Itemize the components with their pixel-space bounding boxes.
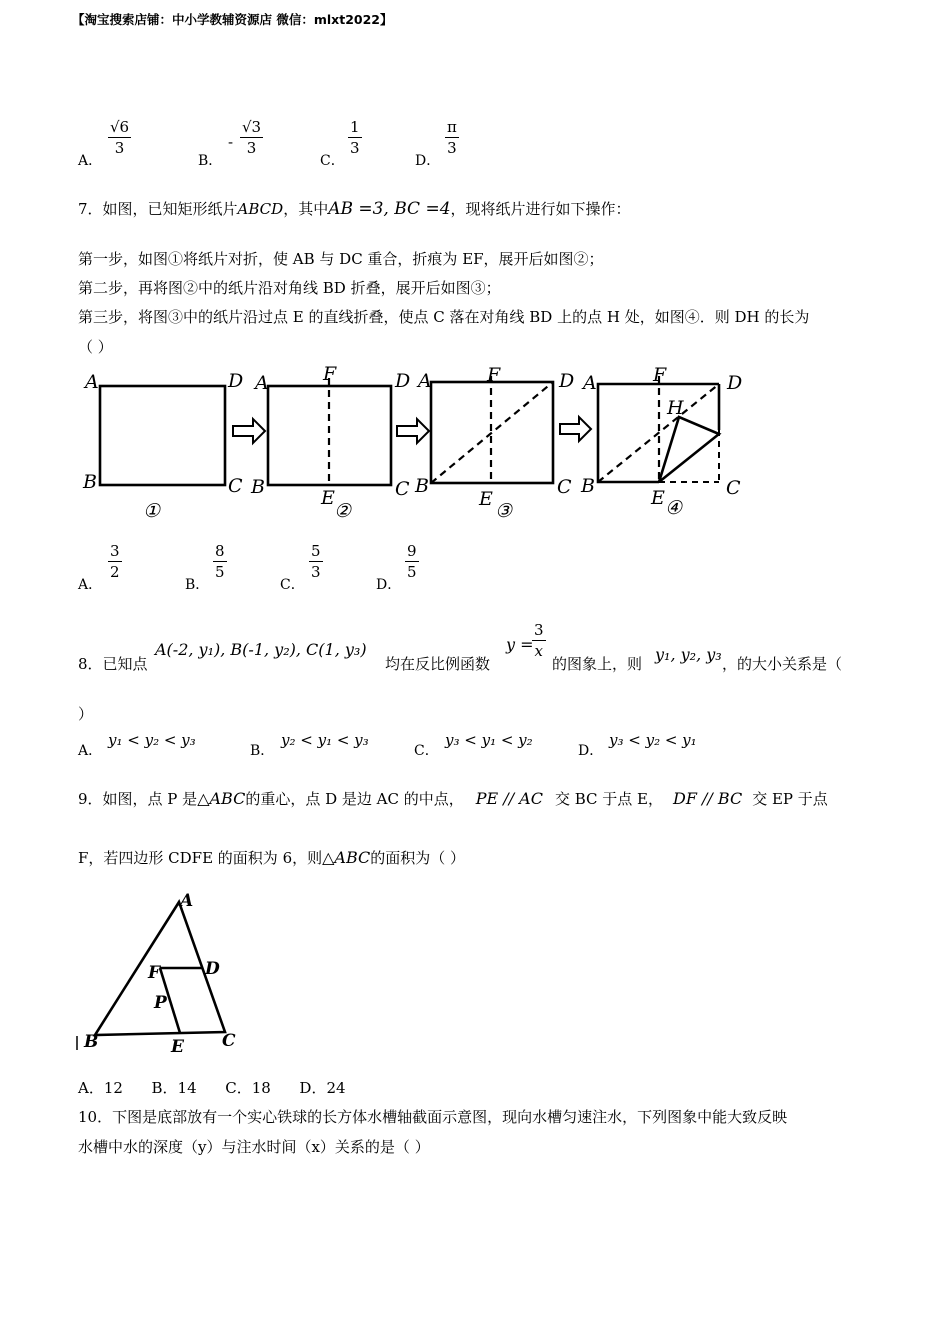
fig2-label-a: A (255, 372, 269, 394)
q8-option-c-label: C． (414, 743, 439, 759)
q8-prefix: 8．已知点 (78, 655, 148, 673)
label-c: C (222, 1031, 236, 1051)
fig4-label-d: D (727, 372, 743, 394)
numerator: π (447, 118, 457, 136)
denominator: 3 (114, 139, 125, 157)
q8-close: ） (78, 705, 94, 723)
q7-paren: （ ） (78, 338, 113, 356)
numerator: 9 (407, 542, 417, 560)
q7-suffix: ，现将纸片进行如下操作： (450, 200, 631, 218)
fig3-label-c: C (557, 476, 572, 498)
q7-option-d-label: D． (376, 577, 402, 593)
q6-option-a-label: A． (78, 153, 103, 169)
q7-mid: ，其中 (283, 200, 329, 218)
label-a: A (180, 891, 194, 911)
fig2-label-e: E (321, 487, 335, 509)
q7-prefix: 7．如图，已知矩形纸片 (78, 200, 238, 218)
q7-option-b-label: B． (185, 577, 210, 593)
q8-option-a-expr: y₁ < y₂ < y₃ (108, 731, 196, 749)
numerator: 1 (350, 118, 360, 136)
label-p: P (154, 993, 167, 1013)
fig1-label-c: C (228, 475, 243, 497)
numerator: 8 (215, 542, 225, 560)
fig2-label-f: F (323, 363, 337, 385)
q7-option-a-fraction (108, 542, 122, 581)
q9-options: A．12 B．14 C．18 D．24 (78, 1079, 346, 1097)
q6-option-b-sign: - (228, 133, 234, 151)
arrow-3-icon (560, 417, 591, 441)
q8-suffix: ，的大小关系是（ (722, 655, 843, 673)
q8-after-func: 的图象上，则 (552, 655, 643, 673)
fig4-label-c: C (726, 477, 741, 499)
q8-points: A(-2, y₁), B(-1, y₂), C(1, y₃) (155, 640, 367, 659)
fig3-diagonal-bd (431, 382, 553, 483)
fig4-label-a: A (583, 372, 597, 394)
q7-option-c-label: C． (280, 577, 305, 593)
q9-pe-parallel-ac: PE // AC (475, 789, 543, 808)
fig2-label-d: D (395, 370, 411, 392)
q8-option-b-expr: y₂ < y₁ < y₃ (281, 731, 369, 749)
q9-line1-c: 交 BC 于点 E， (554, 790, 664, 808)
q9-triangle: △ABC (197, 789, 246, 808)
fig4-label-e: E (651, 487, 665, 509)
numerator: 3 (110, 542, 120, 560)
q9-df-parallel-bc: DF // BC (673, 789, 743, 808)
q10-line2: 水槽中水的深度（y）与注水时间（x）关系的是（ ） (78, 1138, 430, 1156)
q6-option-a-fraction (108, 118, 131, 157)
denominator: 2 (110, 563, 120, 581)
q10-line1: 10．下图是底部放有一个实心铁球的长方体水槽轴截面示意图，现向水槽匀速注水，下列图象中能大致反映 (78, 1108, 788, 1126)
arrow-2-icon (397, 419, 429, 443)
q8-func-lhs: y = (506, 635, 534, 654)
q6-option-d-fraction (445, 118, 459, 157)
fig3-label-b: B (415, 475, 429, 497)
q7-step3: 第三步，将图③中的纸片沿过点 E 的直线折叠，使点 C 落在对角线 BD 上的点 H 处，如图④．则 DH 的长为 (78, 308, 810, 326)
q8-option-c-expr: y₃ < y₁ < y₂ (445, 731, 533, 749)
q7-option-c-fraction (309, 542, 323, 581)
numerator: √3 (242, 118, 262, 136)
fig3-number: ③ (495, 500, 513, 522)
q8-option-d-label: D． (578, 743, 604, 759)
q9-line1-b: 的重心，点 D 是边 AC 的中点， (245, 790, 464, 808)
header-watermark: 【淘宝搜索店铺：中小学教辅资源店 微信：mlxt2022】 (72, 12, 393, 27)
q8-option-d-expr: y₃ < y₂ < y₁ (609, 731, 697, 749)
denominator: 5 (407, 563, 417, 581)
q7-option-d-fraction (405, 542, 419, 581)
q8-option-b-label: B． (250, 743, 275, 759)
denominator: 3 (311, 563, 321, 581)
fig2-rectangle (268, 386, 391, 485)
fig1-rectangle (100, 386, 225, 485)
q8-func-fraction (532, 621, 546, 660)
q7-step2: 第二步，再将图②中的纸片沿对角线 BD 折叠，展开后如图③； (78, 279, 501, 297)
q6-option-b-fraction (240, 118, 263, 157)
q6-option-b-label: B． (198, 153, 223, 169)
q7-option-a-label: A． (78, 577, 103, 593)
arrows (233, 417, 591, 443)
fig3-label-f: F (487, 364, 501, 386)
q7-stem (78, 198, 631, 219)
label-b: B (84, 1032, 99, 1052)
q8-option-a-label: A． (78, 743, 103, 759)
numerator: √6 (110, 118, 130, 136)
numerator: 3 (534, 621, 544, 639)
fig3-label-d: D (559, 370, 575, 392)
denominator: x (534, 642, 543, 660)
fig4-label-f: F (653, 364, 667, 386)
fig4-number: ④ (665, 497, 683, 519)
q7-step1: 第一步，如图①将纸片对折，使 AB 与 DC 重合，折痕为 EF，展开后如图②； (78, 250, 604, 268)
fig4-label-h: H (667, 397, 684, 419)
fig1-label-b: B (83, 471, 97, 493)
q7-formula: AB =3, BC =4 (328, 199, 451, 219)
q7-option-b-fraction (213, 542, 227, 581)
q9-line2 (78, 847, 465, 868)
fig4-label-b: B (581, 475, 595, 497)
q7-figure (75, 362, 765, 527)
fig1-number: ① (143, 500, 161, 522)
fig1-label-a: A (85, 371, 99, 393)
fig4-diagonal-bd (598, 384, 719, 482)
numerator: 5 (311, 542, 321, 560)
fig3-label-a: A (418, 370, 432, 392)
label-f: F (148, 963, 161, 983)
arrow-1-icon (233, 419, 265, 443)
denominator: 5 (215, 563, 225, 581)
q9-line1-d: 交 EP 于点 (752, 790, 828, 808)
q6-option-c-label: C． (320, 153, 345, 169)
fig4-folded-triangle (659, 417, 719, 482)
q6-option-c-fraction (348, 118, 362, 157)
label-e: E (171, 1037, 184, 1057)
denominator: 3 (350, 139, 360, 157)
q9-line1 (78, 788, 828, 809)
q7-rect-name: ABCD (237, 200, 284, 218)
fig3-label-e: E (479, 488, 493, 510)
q9-line1-a: 9．如图，点 P 是 (78, 790, 198, 808)
fig2-label-c: C (395, 478, 410, 500)
q6-option-d-label: D． (415, 153, 441, 169)
q8-mid: 均在反比例函数 (385, 655, 491, 673)
q9-triangle-2: △ABC (322, 848, 371, 867)
q9-line2-b: 的面积为（ ） (370, 849, 466, 867)
fig2-label-b: B (251, 476, 265, 498)
denominator: 3 (246, 139, 257, 157)
fig1-label-d: D (228, 370, 244, 392)
q9-figure (70, 890, 250, 1060)
q9-line2-a: F，若四边形 CDFE 的面积为 6，则 (78, 849, 323, 867)
q8-vars: y₁, y₂, y₃ (655, 645, 722, 664)
fig2-number: ② (334, 500, 352, 522)
denominator: 3 (447, 139, 457, 157)
label-d: D (205, 959, 220, 979)
